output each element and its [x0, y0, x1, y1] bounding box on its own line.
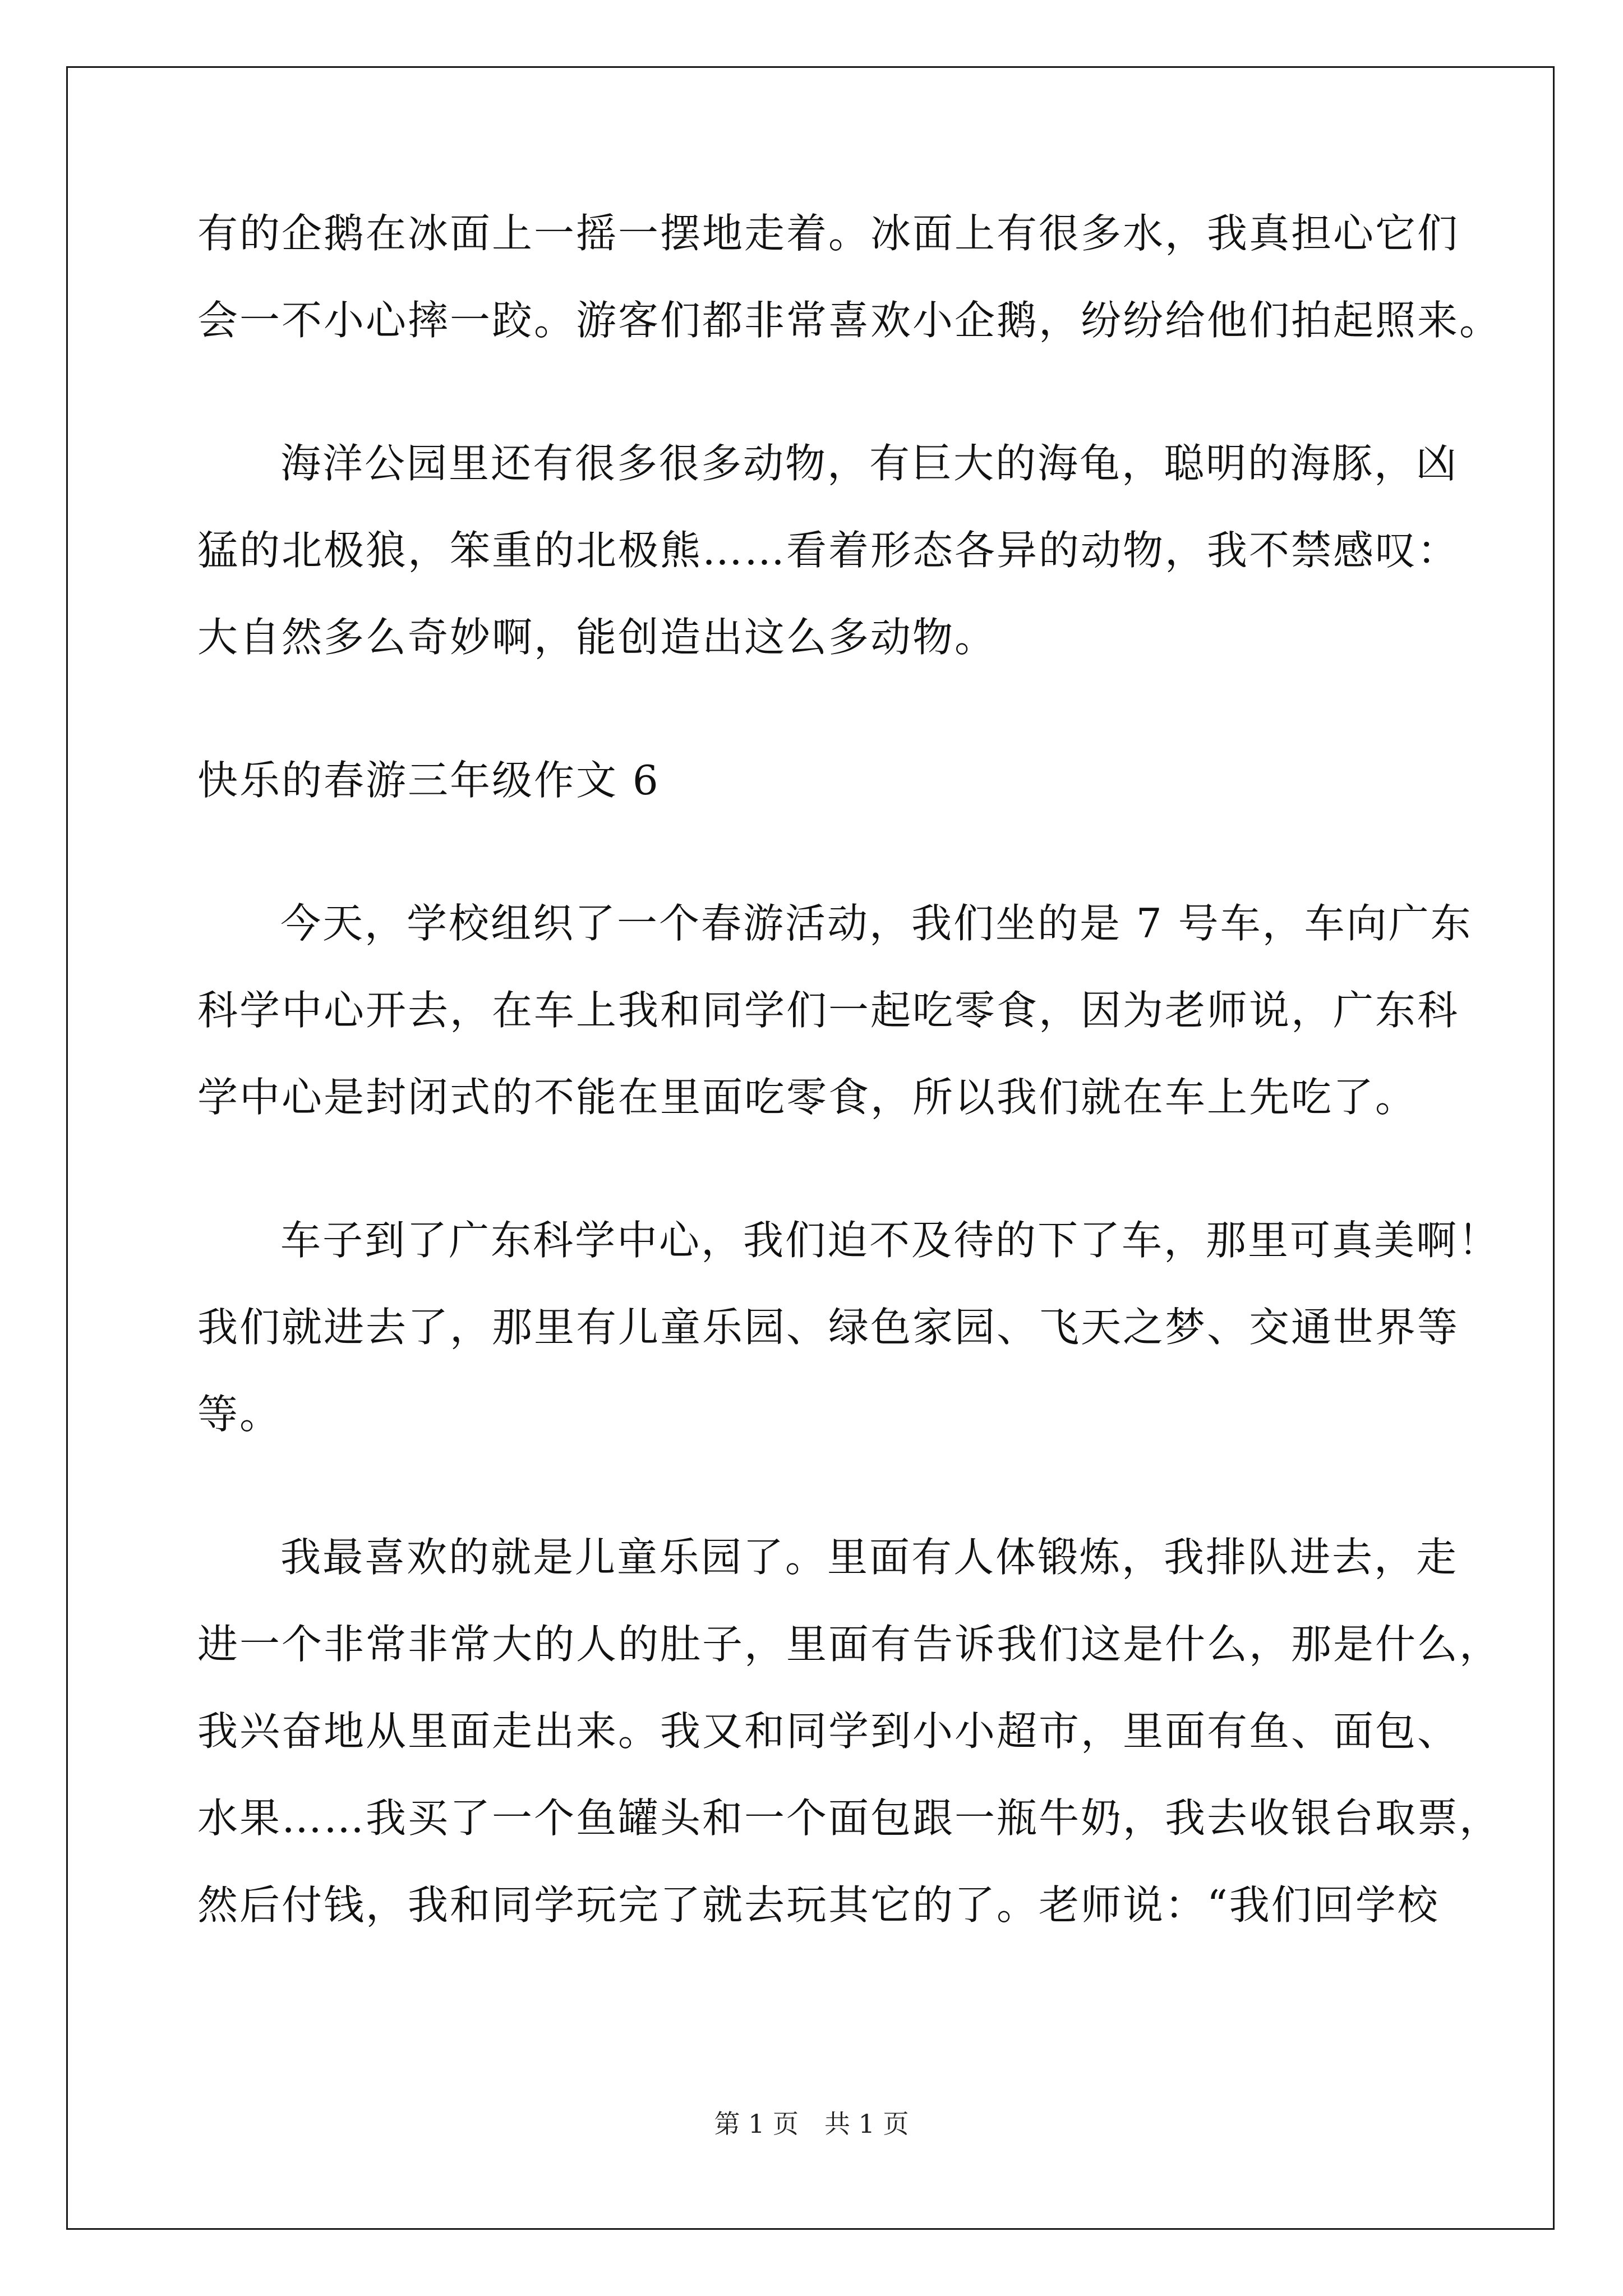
- text-line: 今天，学校组织了一个春游活动，我们坐的是 7 号车，车向广东: [280, 900, 1473, 947]
- section-title: 快乐的春游三年级作文 6: [197, 757, 660, 804]
- text-line: 然后付钱，我和同学玩完了就去玩其它的了。老师说：“我们回学校: [197, 1881, 1440, 1929]
- text-line: 会一不小心摔一跤。游客们都非常喜欢小企鹅，纷纷给他们拍起照来。: [197, 297, 1502, 344]
- page-number: 第 1 页: [714, 2109, 799, 2139]
- page-total: 共 1 页: [824, 2109, 909, 2139]
- text-line: 学中心是封闭式的不能在里面吃零食，所以我们就在车上先吃了。: [197, 1074, 1418, 1121]
- text-line: 水果……我买了一个鱼罐头和一个面包跟一瓶牛奶，我去收银台取票，: [197, 1795, 1502, 1842]
- text-line: 科学中心开去，在车上我和同学们一起吃零食，因为老师说，广东科: [197, 987, 1460, 1034]
- text-line: 我兴奋地从里面走出来。我又和同学到小小超市，里面有鱼、面包、: [197, 1708, 1460, 1755]
- text-line: 大自然多么奇妙啊，能创造出这么多动物。: [197, 614, 997, 661]
- text-line: 车子到了广东科学中心，我们迫不及待的下了车，那里可真美啊！: [280, 1217, 1501, 1264]
- text-line: 我最喜欢的就是儿童乐园了。里面有人体锻炼，我排队进去，走: [280, 1534, 1459, 1581]
- text-line: 等。: [197, 1391, 282, 1438]
- text-line: 进一个非常非常大的人的肚子，里面有告诉我们这是什么，那是什么，: [197, 1621, 1502, 1668]
- text-line: 海洋公园里还有很多很多动物，有巨大的海龟，聪明的海豚，凶: [280, 440, 1459, 487]
- text-line: 我们就进去了，那里有儿童乐园、绿色家园、飞天之梦、交通世界等: [197, 1304, 1460, 1351]
- text-line: 有的企鹅在冰面上一摇一摆地走着。冰面上有很多水，我真担心它们: [197, 210, 1460, 257]
- page-footer: [0, 2111, 1623, 2137]
- text-line: 猛的北极狼，笨重的北极熊……看着形态各异的动物，我不禁感叹：: [197, 527, 1460, 574]
